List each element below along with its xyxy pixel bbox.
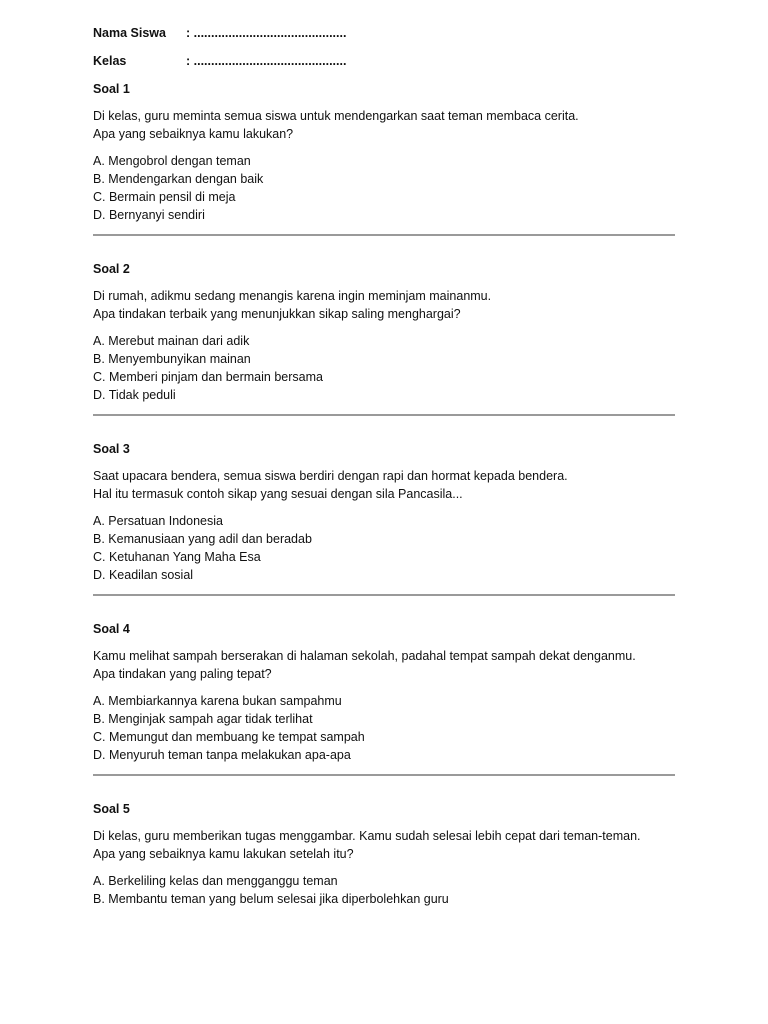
question-4 — [93, 620, 675, 764]
answer-option: A. Membiarkannya karena bukan sampahmu — [93, 694, 342, 708]
answer-option: B. Membantu teman yang belum selesai jika diperbolehkan guru — [93, 892, 449, 906]
answer-option: A. Berkeliling kelas dan mengganggu teman — [93, 874, 338, 888]
question-text — [93, 467, 675, 503]
question-line: Hal itu termasuk contoh sikap yang sesuai dengan sila Pancasila... — [93, 487, 463, 501]
question-line: Apa tindakan terbaik yang menunjukkan sikap saling menghargai? — [93, 307, 461, 321]
question-title: Soal 4 — [93, 622, 130, 636]
question-line: Di kelas, guru memberikan tugas menggambar. Kamu sudah selesai lebih cepat dari teman-teman. — [93, 829, 641, 843]
question-line: Kamu melihat sampah berserakan di halaman sekolah, padahal tempat sampah dekat denganmu. — [93, 649, 636, 663]
question-title: Soal 5 — [93, 802, 130, 816]
question-divider — [93, 234, 675, 236]
question-1 — [93, 80, 675, 224]
answer-option: A. Persatuan Indonesia — [93, 514, 223, 528]
question-divider — [93, 594, 675, 596]
answer-option: D. Tidak peduli — [93, 388, 176, 402]
answer-options — [93, 512, 675, 584]
answer-option: D. Keadilan sosial — [93, 568, 194, 582]
question-title: Soal 2 — [93, 262, 130, 276]
question-line: Apa yang sebaiknya kamu lakukan? — [93, 127, 294, 141]
question-divider — [93, 774, 675, 776]
question-text — [93, 287, 675, 323]
answer-option: B. Menginjak sampah agar tidak terlihat — [93, 712, 313, 726]
student-name-blank: : ............................................ — [186, 26, 347, 40]
question-line: Saat upacara bendera, semua siswa berdiri dengan rapi dan hormat kepada bendera. — [93, 469, 568, 483]
answer-options — [93, 152, 675, 224]
answer-option: B. Mendengarkan dengan baik — [93, 172, 264, 186]
question-5 — [93, 800, 675, 908]
student-name-row — [93, 24, 675, 44]
question-divider — [93, 414, 675, 416]
question-title: Soal 1 — [93, 82, 130, 96]
answer-options — [93, 332, 675, 404]
class-blank: : ............................................ — [186, 54, 347, 68]
question-text — [93, 647, 675, 683]
answer-option: B. Kemanusiaan yang adil dan beradab — [93, 532, 312, 546]
answer-option: C. Memberi pinjam dan bermain bersama — [93, 370, 323, 384]
answer-option: A. Mengobrol dengan teman — [93, 154, 251, 168]
class-label: Kelas — [93, 54, 127, 68]
question-text — [93, 827, 675, 863]
question-title: Soal 3 — [93, 442, 130, 456]
answer-option: D. Bernyanyi sendiri — [93, 208, 205, 222]
answer-option: C. Bermain pensil di meja — [93, 190, 236, 204]
question-line: Di kelas, guru meminta semua siswa untuk mendengarkan saat teman membaca cerita. — [93, 109, 579, 123]
answer-option: C. Ketuhanan Yang Maha Esa — [93, 550, 261, 564]
question-line: Di rumah, adikmu sedang menangis karena ingin meminjam mainanmu. — [93, 289, 492, 303]
answer-option: B. Menyembunyikan mainan — [93, 352, 251, 366]
answer-option: C. Memungut dan membuang ke tempat sampah — [93, 730, 365, 744]
question-3 — [93, 440, 675, 584]
answer-option: A. Merebut mainan dari adik — [93, 334, 250, 348]
class-row — [93, 52, 675, 72]
worksheet-page — [93, 24, 675, 908]
question-2 — [93, 260, 675, 404]
student-name-label: Nama Siswa — [93, 26, 166, 40]
question-line: Apa tindakan yang paling tepat? — [93, 667, 272, 681]
answer-options — [93, 872, 675, 908]
question-text — [93, 107, 675, 143]
answer-option: D. Menyuruh teman tanpa melakukan apa-apa — [93, 748, 351, 762]
question-line: Apa yang sebaiknya kamu lakukan setelah itu? — [93, 847, 354, 861]
answer-options — [93, 692, 675, 764]
